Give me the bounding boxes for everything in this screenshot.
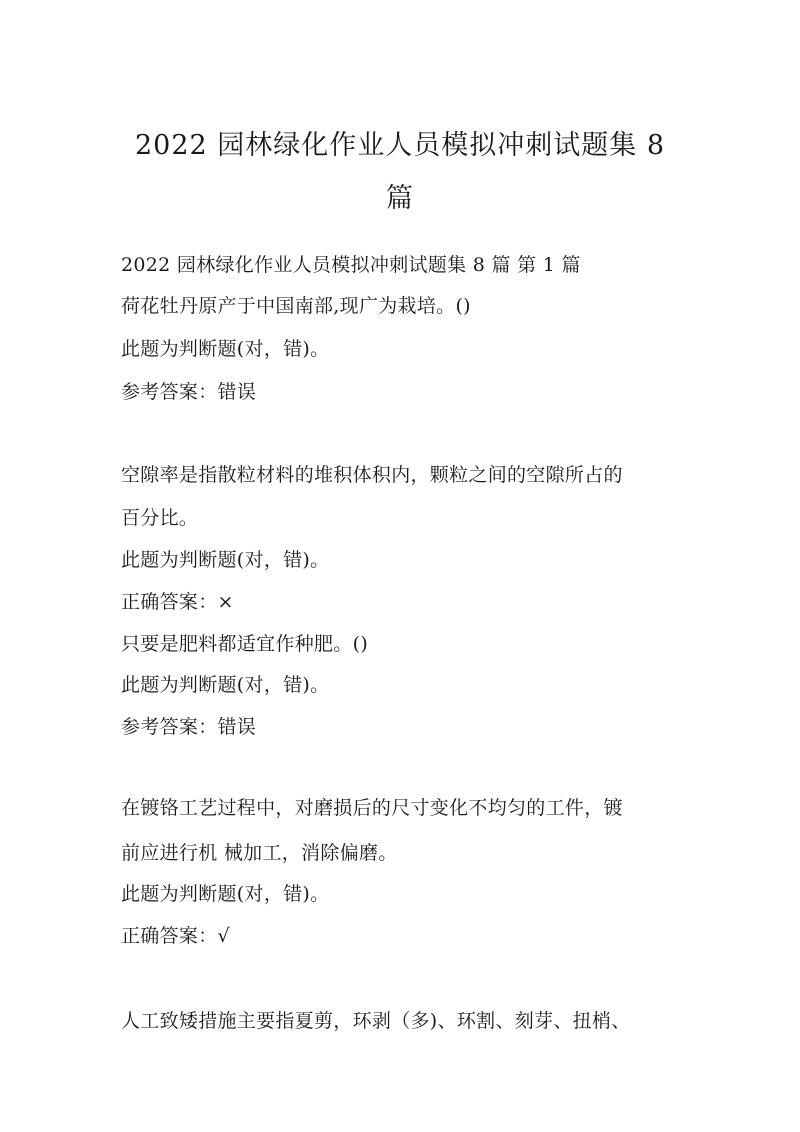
document-title-line-1: 2022 园林绿化作业人员模拟冲刺试题集 8	[134, 130, 666, 161]
question-2-type: 此题为判断题(对，错)。	[121, 549, 330, 571]
section-subtitle: 2022 园林绿化作业人员模拟冲刺试题集 8 篇 第 1 篇	[121, 254, 581, 276]
question-4-text-line-1: 在镀铬工艺过程中，对磨损后的尺寸变化不均匀的工件，镀	[121, 797, 623, 819]
question-2-answer: 正确答案：×	[121, 591, 234, 613]
document-title-line-2: 篇	[386, 183, 414, 214]
question-3-type: 此题为判断题(对，错)。	[121, 674, 330, 696]
question-2-text-line-2: 百分比。	[121, 507, 199, 529]
question-4-text-line-2: 前应进行机 械加工，消除偏磨。	[121, 842, 398, 864]
question-3-text: 只要是肥料都适宜作种肥。()	[121, 633, 369, 655]
question-4-answer: 正确答案：√	[121, 925, 230, 947]
question-2-text-line-1: 空隙率是指散粒材料的堆积体积内，颗粒之间的空隙所占的	[121, 464, 623, 486]
question-1-text: 荷花牡丹原产于中国南部,现广为栽培。()	[121, 295, 471, 317]
question-1-answer: 参考答案：错误	[121, 381, 257, 403]
question-5-text-line-1: 人工致矮措施主要指夏剪，环剥（多)、环割、刻芽、扭梢、	[121, 1010, 631, 1032]
question-3-answer: 参考答案：错误	[121, 716, 257, 738]
question-1-type: 此题为判断题(对，错)。	[121, 338, 330, 360]
question-4-type: 此题为判断题(对，错)。	[121, 883, 330, 905]
